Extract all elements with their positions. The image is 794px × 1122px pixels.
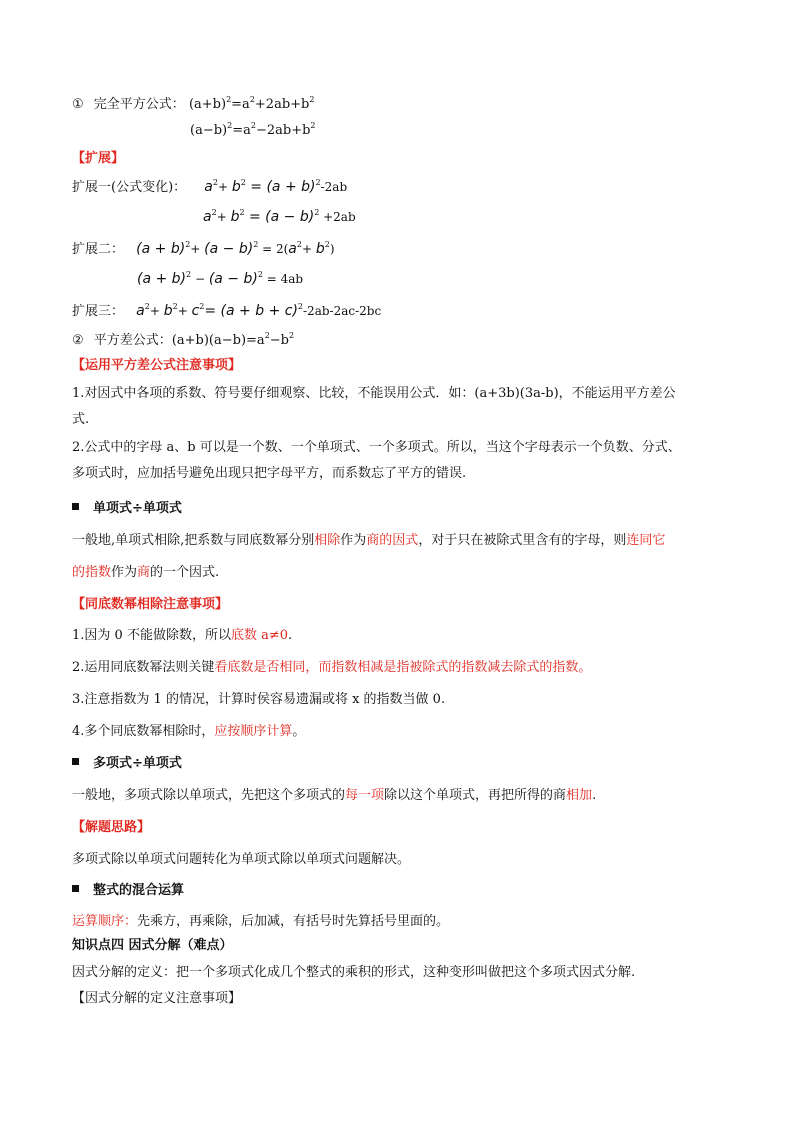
poly-div-text <box>72 787 596 805</box>
expr-lhs: (a−b) <box>190 123 228 138</box>
exponent: 2 <box>172 302 178 311</box>
math-var: a <box>203 209 212 225</box>
diff-note-2-line1: 2.公式中的字母 a、b 可以是一个数、一个单项式、一个多项式。所以，当这个字母表示一个负数、分式、 <box>72 440 681 455</box>
operator: + <box>149 304 164 318</box>
formula-label: 完全平方公式： <box>93 97 185 112</box>
formula-perfect-square-line2 <box>190 122 316 140</box>
same-base-note-3: 3.注意指数为 1 的情况，计算时侯容易遗漏或将 x 的指数当做 0. <box>72 692 446 707</box>
text-run: 除以这个单项式，再把所得的商 <box>384 788 567 803</box>
exponent: 2 <box>239 208 245 217</box>
exponent: 2 <box>186 270 192 279</box>
math-var: b <box>231 179 241 195</box>
expr-rhs: =a <box>232 123 251 138</box>
exponent: 2 <box>289 331 295 340</box>
item-number: ① <box>72 97 84 112</box>
extend-3-line <box>72 302 381 321</box>
square-bullet-icon <box>72 885 79 892</box>
operator: + <box>217 180 232 194</box>
text-run: 作为 <box>340 533 367 548</box>
mono-div-title: 单项式÷单项式 <box>93 501 182 516</box>
math-eq: = 4ab <box>262 272 304 286</box>
mono-div-text-line2 <box>72 564 219 582</box>
text-run: 一般地,单项式相除,把系数与同底数幂分别 <box>72 533 315 548</box>
math-tail: -2ab-2ac-2bc <box>303 304 382 318</box>
highlight-run: 每一项 <box>345 788 385 803</box>
solve-idea-text: 多项式除以单项式问题转化为单项式除以单项式问题解决。 <box>72 852 411 867</box>
mono-div-heading <box>72 500 182 518</box>
expr-rhs-tail: +2ab+b <box>254 97 310 112</box>
exponent: 2 <box>324 240 330 249</box>
math-expr: (a − b) <box>208 271 258 287</box>
exponent: 2 <box>314 208 320 217</box>
exponent: 2 <box>250 121 256 130</box>
math-tail: -2ab <box>320 180 348 194</box>
diff-note-1-line1: 1.对因式中各项的系数、符号要仔细观察、比较，不能误用公式．如：(a+3b)(3a-b)，不能运用平方差公 <box>72 386 676 401</box>
math-var: b <box>163 303 173 319</box>
highlight-run: 商的因式 <box>366 533 419 548</box>
exponent: 2 <box>253 240 259 249</box>
math-var: c <box>191 303 200 319</box>
exponent: 2 <box>211 208 217 217</box>
extend-1-label: 扩展一(公式变化)： <box>72 180 187 195</box>
highlight-run: 底数 a≠0 <box>230 628 288 643</box>
math-var: a <box>136 303 145 319</box>
solve-idea-header: 【解题思路】 <box>72 820 151 835</box>
operator: + <box>216 210 231 224</box>
operator: + <box>190 242 205 256</box>
text-run: 。 <box>292 724 306 739</box>
mono-div-text-line1 <box>72 532 665 550</box>
expr: (a+b)(a−b)=a <box>171 333 265 348</box>
highlight-run: 相除 <box>314 533 341 548</box>
text-run: 1.因为 0 不能做除数，所以 <box>72 628 231 643</box>
exponent: 2 <box>226 95 232 104</box>
math-expr: = (a + b) <box>245 179 316 195</box>
highlight-run: 运算顺序： <box>72 914 138 929</box>
extend-2-line1 <box>72 240 335 259</box>
text-run: . <box>288 628 293 643</box>
kp4-definition: 因式分解的定义：把一个多项式化成几个整式的乘积的形式，这种变形叫做把这个多项式因式分解. <box>72 965 636 980</box>
math-var: b <box>230 209 240 225</box>
same-base-header: 【同底数幂相除注意事项】 <box>72 597 229 612</box>
exponent: 2 <box>315 178 321 187</box>
extend-3-label: 扩展三： <box>72 304 125 319</box>
same-base-note-4 <box>72 723 305 741</box>
exponent: 2 <box>240 178 246 187</box>
text-run: . <box>592 788 597 803</box>
mixed-heading <box>72 882 184 900</box>
exponent: 2 <box>310 121 316 130</box>
extend-1-line2 <box>203 208 356 227</box>
math-eq: = 2( <box>258 242 289 256</box>
poly-div-heading <box>72 755 182 773</box>
diff-note-2-line2: 多项式时，应加括号避免出现只把字母平方，而系数忘了平方的错误. <box>72 466 467 481</box>
math-tail: +2ab <box>319 210 356 224</box>
expr-rhs-tail: −2ab+b <box>255 123 311 138</box>
math-expr: = (a + b + c) <box>204 303 298 319</box>
math-expr: (a + b) <box>136 241 186 257</box>
math-var: a <box>204 179 213 195</box>
highlight-run: 相加 <box>566 788 593 803</box>
math-expr: (a − b) <box>204 241 254 257</box>
highlight-run: 应按顺序计算 <box>214 724 293 739</box>
exponent: 2 <box>185 240 191 249</box>
diff-note-1-line2: 式. <box>72 412 90 427</box>
text-run: 2.运用同底数幂法则关键 <box>72 660 215 675</box>
highlight-run: 商 <box>137 565 151 580</box>
diff-notes-header: 【运用平方差公式注意事项】 <box>72 358 242 373</box>
poly-div-title: 多项式÷单项式 <box>93 756 182 771</box>
expr-tail: −b <box>269 333 289 348</box>
exponent: 2 <box>296 240 302 249</box>
extend-header: 【扩展】 <box>72 151 125 166</box>
exponent: 2 <box>309 95 315 104</box>
extend-1-line1 <box>72 178 347 197</box>
expr-rhs: =a <box>231 97 250 112</box>
math-expr: = (a − b) <box>244 209 315 225</box>
text-run: 作为 <box>111 565 138 580</box>
square-bullet-icon <box>72 503 79 510</box>
highlight-run: 看底数是否相同，而指数相减是指被除式的指数减去除式的指数。 <box>214 660 592 675</box>
formula-perfect-square-line1 <box>72 96 314 114</box>
math-var: a <box>288 241 297 257</box>
highlight-run: 的指数 <box>72 565 112 580</box>
exponent: 2 <box>249 95 255 104</box>
kp4-title: 知识点四 因式分解（难点） <box>72 938 233 953</box>
same-base-note-1 <box>72 627 292 645</box>
highlight-run: 连同它 <box>626 533 666 548</box>
text-run: 先乘方，再乘除，后加减，有括号时先算括号里面的。 <box>137 914 450 929</box>
item-number: ② <box>72 333 84 348</box>
extend-2-line2 <box>137 270 303 289</box>
operator: + <box>301 242 316 256</box>
text-run: 4.多个同底数幂相除时， <box>72 724 215 739</box>
square-bullet-icon <box>72 758 79 765</box>
mixed-text <box>72 913 449 931</box>
text-run: 一般地，多项式除以单项式，先把这个多项式的 <box>72 788 346 803</box>
math-paren: ) <box>329 242 335 256</box>
math-var: b <box>315 241 325 257</box>
operator: − <box>191 272 209 286</box>
text-run: 的一个因式. <box>150 565 220 580</box>
exponent: 2 <box>297 302 303 311</box>
mixed-title: 整式的混合运算 <box>93 883 185 898</box>
same-base-note-2 <box>72 659 591 677</box>
extend-2-label: 扩展二： <box>72 242 125 257</box>
exponent: 2 <box>212 178 218 187</box>
formula-label: 平方差公式： <box>93 333 172 348</box>
exponent: 2 <box>227 121 233 130</box>
exponent: 2 <box>144 302 150 311</box>
expr-lhs: (a+b) <box>188 97 227 112</box>
exponent: 2 <box>257 270 263 279</box>
text-run: ，对于只在被除式里含有的字母，则 <box>418 533 627 548</box>
math-expr: (a + b) <box>137 271 187 287</box>
exponent: 2 <box>199 302 205 311</box>
kp4-note-header: 【因式分解的定义注意事项】 <box>72 991 242 1006</box>
exponent: 2 <box>264 331 270 340</box>
operator: + <box>177 304 192 318</box>
formula-difference-of-squares <box>72 332 294 350</box>
